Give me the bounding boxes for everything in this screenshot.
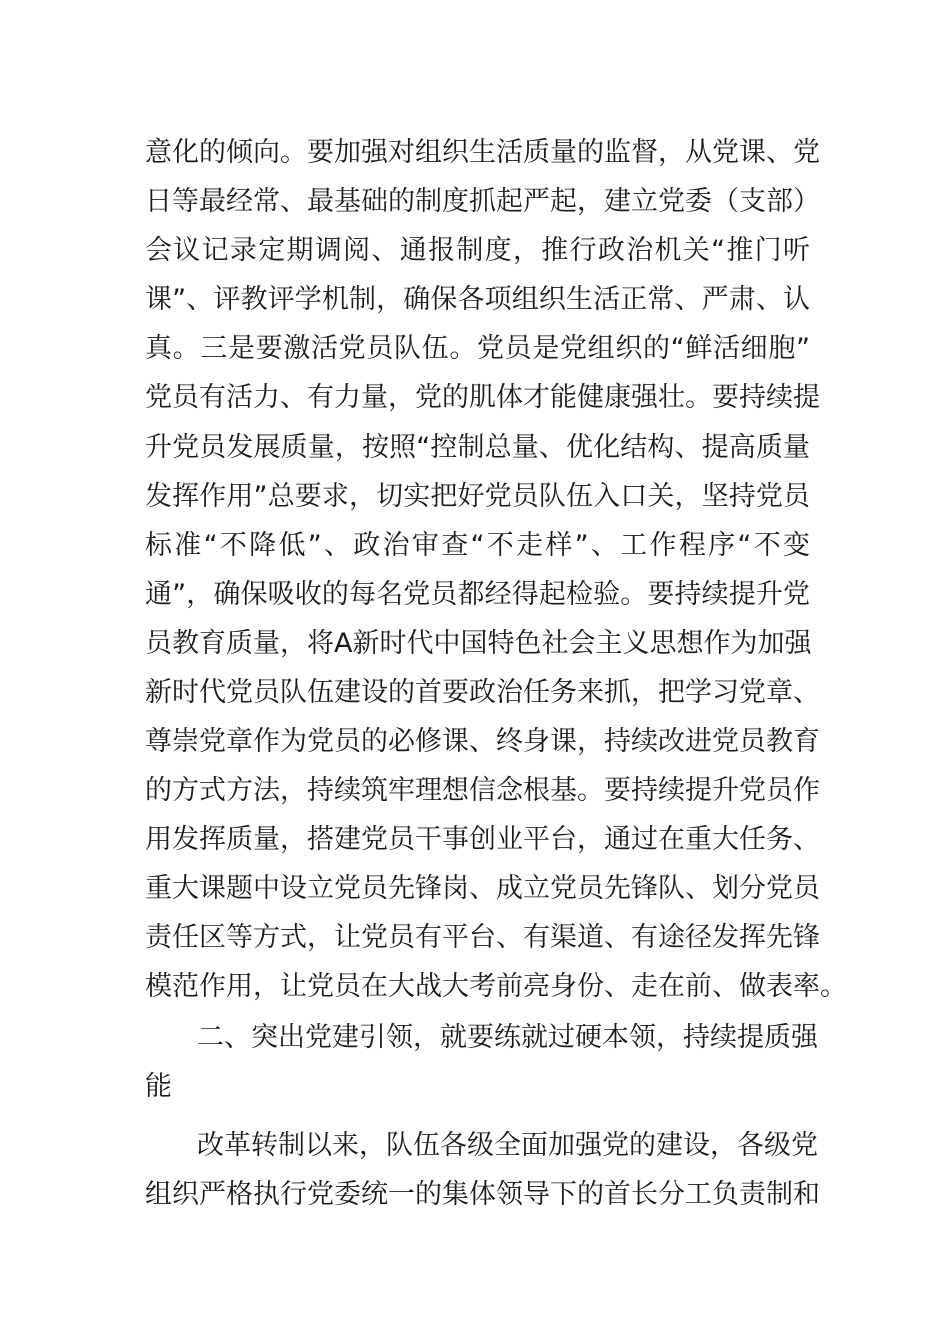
text-line: 党员有活力、有力量，党的肌体才能健康强壮。要持续提 [145,382,820,413]
text-line: 用发挥质量，搭建党员干事创业平台，通过在重大任务、 [145,824,820,855]
text-line: 重大课题中设立党员先锋岗、成立党员先锋队、划分党员 [145,873,820,904]
text-line: 意化的倾向。要加强对组织生活质量的监督，从党课、党 [145,137,820,168]
section-heading-line: 能 [145,1071,172,1102]
section-heading-line: 二、突出党建引领，就要练就过硬本领，持续提质强 [197,1022,818,1053]
text-line: 发挥作用”总要求，切实把好党员队伍入口关，坚持党员 [145,481,810,512]
text-line: 新时代党员队伍建设的首要政治任务来抓，把学习党章、 [145,677,820,708]
text-line: 组织严格执行党委统一的集体领导下的首长分工负责制和 [145,1179,820,1210]
text-line: 尊崇党章作为党员的必修课、终身课，持续改进党员教育 [145,726,820,757]
text-line: 真。三是要激活党员队伍。党员是党组织的“鲜活细胞” [145,333,810,364]
text-line: 通”，确保吸收的每名党员都经得起检验。要持续提升党 [145,579,810,610]
text-line: 改革转制以来，队伍各级全面加强党的建设，各级党 [197,1130,818,1161]
text-line: 课”、评教评学机制，确保各项组织生活正常、严肃、认 [145,284,810,315]
text-line: 员教育质量，将A新时代中国特色社会主义思想作为加强 [145,628,812,659]
text-line: 标准“不降低”、政治审查“不走样”、工作程序“不变 [145,530,810,561]
text-line: 的方式方法，持续筑牢理想信念根基。要持续提升党员作 [145,775,820,806]
text-line: 日等最经常、最基础的制度抓起严起，建立党委（支部） [145,186,820,217]
text-line: 升党员发展质量，按照“控制总量、优化结构、提高质量 [145,432,810,463]
text-line: 责任区等方式，让党员有平台、有渠道、有途径发挥先锋 [145,922,820,953]
text-line: 会议记录定期调阅、通报制度，推行政治机关“推门听 [145,235,810,266]
text-line: 模范作用，让党员在大战大考前亮身份、走在前、做表率。 [145,971,847,1002]
